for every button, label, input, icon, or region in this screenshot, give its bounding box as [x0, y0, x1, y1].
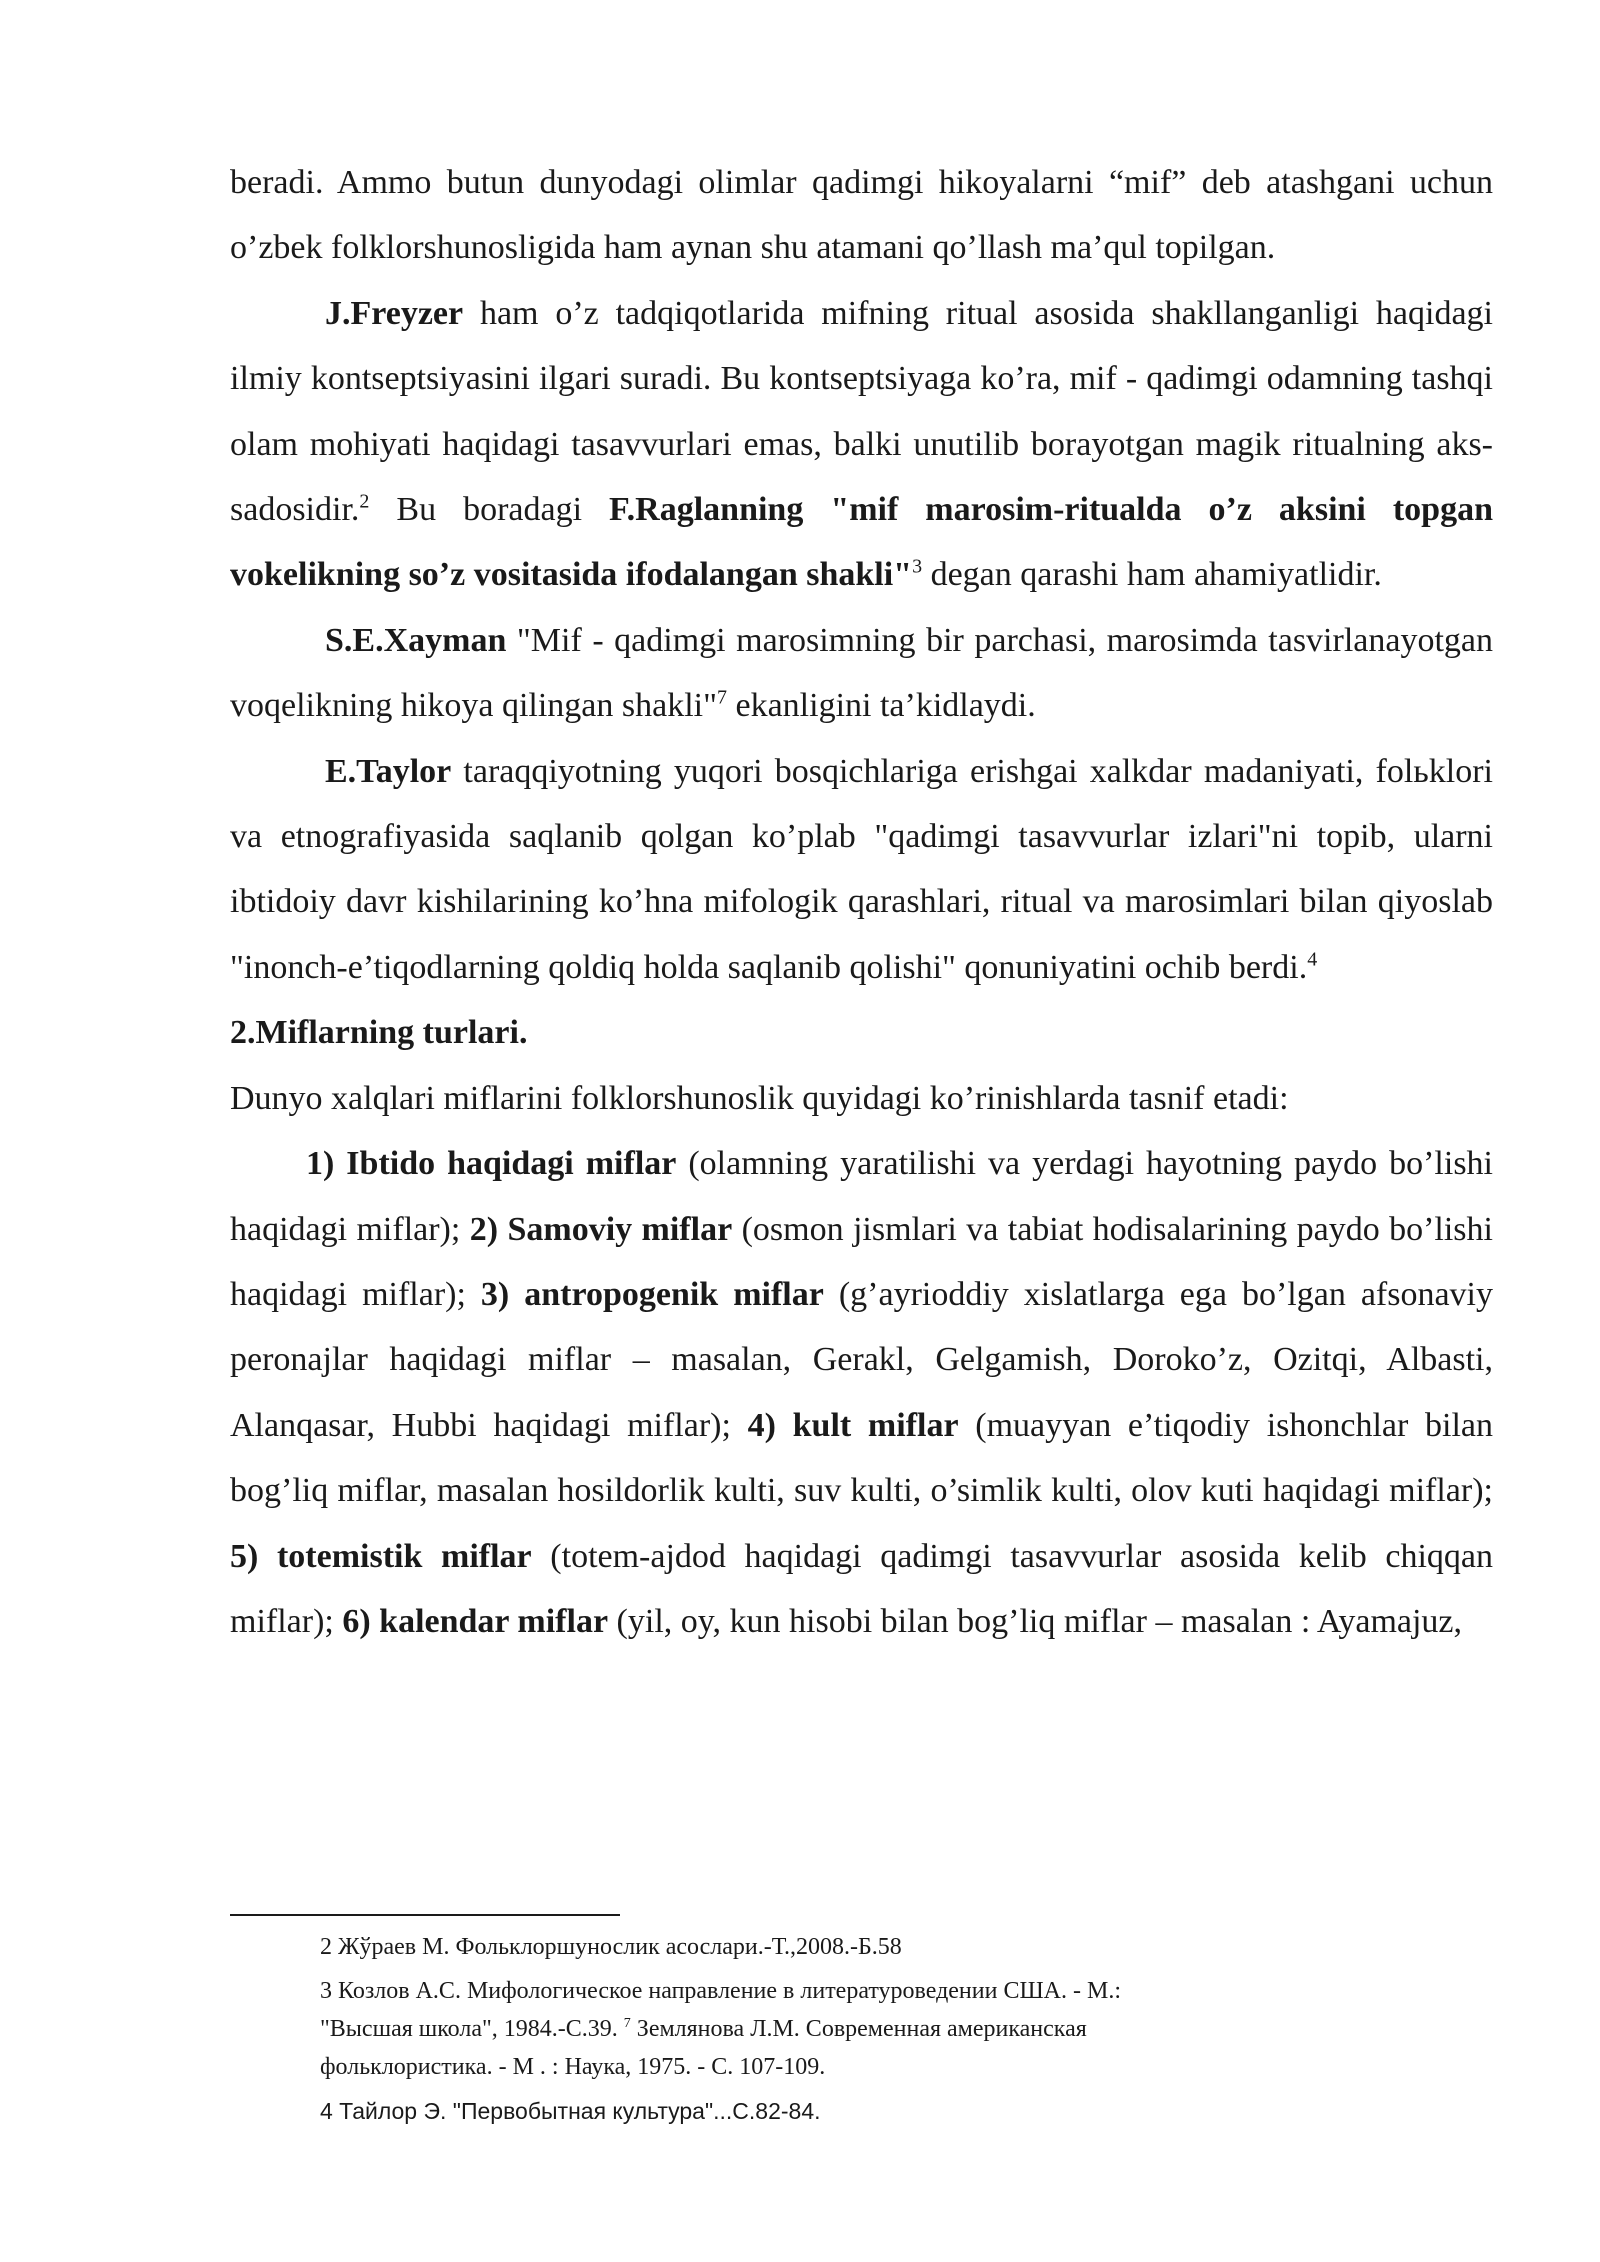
- footnote-separator: [230, 1914, 620, 1916]
- footnote-text: фольклористика. - М . : Наука, 1975. - С. 107-109.: [320, 2054, 826, 2080]
- paragraph-text: (osmon jismlari va tabiat hodisalarining paydo bo’lishi haqidagi miflar);: [230, 1210, 1493, 1313]
- footnote-ref[interactable]: 3: [912, 556, 923, 579]
- paragraph-classification: [230, 1066, 1493, 1131]
- footnote-text: "Высшая школа", 1984.-С.39.: [320, 2016, 624, 2042]
- paragraph-text: taraqqiyotning yuqori bosqichlariga erishgai xalkdar madaniyati, folьklori va etnografiyasida saqlanib qolgan ko’plab "qadimgi tasavvurlar izlari"ni topib, ularni ibtidoiy davr kishilarining ko’hna mifologik qarashlari, ritual va marosimlari bilan qiyoslab "inonch-e’tiqodlarning qoldiq holda saqlanib qolishi" qonuniyatini ochib berdi.: [230, 752, 1493, 986]
- document-body: [230, 150, 1493, 1654]
- footnotes: [320, 1928, 1320, 2136]
- paragraph-intro: [230, 150, 1493, 281]
- paragraph-text: (g’ayrioddiy xislatlarga ega bo’lgan afsonaviy peronajlar haqidagi miflar – masalan, Gerakl, Gelgamish, Doroko’z, Ozitqi, Albasti, Alanqasar, Hubbi haqidagi miflar);: [230, 1275, 1493, 1444]
- paragraph-text: Bu boradagi: [369, 491, 610, 529]
- myth-type-5: 5) totemistik miflar: [230, 1537, 532, 1575]
- myth-type-4: 4) kult miflar: [747, 1406, 959, 1444]
- section-heading: 2.Miflarning turlari.: [230, 1014, 528, 1052]
- myth-type-2: 2) Samoviy miflar: [469, 1210, 733, 1248]
- author-name-taylor: E.Taylor: [325, 752, 452, 790]
- footnote-ref[interactable]: 2: [359, 490, 370, 513]
- footnote-text: Землянова Л.М. Современная американская: [630, 2016, 1087, 2042]
- paragraph-text: ham o’z tadqiqotlarida mifning ritual asosida shakllanganligi haqidagi ilmiy kontseptsiyasini ilgari suradi. Bu kontseptsiyaga ko’ra, mif - qadimgi odamning tashqi olam mohiyati haqidagi tasavvurlari emas, balki unutilib borayotgan magik ritualning aks-sadosidir.: [230, 294, 1493, 529]
- myth-type-1: 1) Ibtido haqidagi miflar: [306, 1145, 677, 1183]
- paragraph-text: (yil, oy, kun hisobi bilan bog’liq miflar – masalan : Ayamajuz,: [608, 1602, 1463, 1640]
- paragraph-text: Dunyo xalqlari miflarini folklorshunoslik quyidagi ko’rinishlarda tasnif etadi:: [230, 1079, 1289, 1117]
- paragraph-xayman: [230, 608, 1493, 739]
- paragraph-myth-types: [230, 1131, 1493, 1654]
- footnote-ref: 7: [623, 2016, 631, 2031]
- paragraph-text: (muayyan e’tiqodiy ishonchlar bilan bog’liq miflar, masalan hosildorlik kulti, suv kulti, o’simlik kulti, olov kuti haqidagi miflar);: [230, 1406, 1494, 1510]
- paragraph-text: "Mif - qadimgi marosimning bir parchasi, marosimda tasvirlanayotgan voqelikning hikoya qilingan shakli": [230, 621, 1493, 725]
- raglan-quote: F.Raglanning "mif marosim-ritualda o’z aksini topgan vokelikning so’z vositasida ifodalangan shakli": [230, 491, 1493, 594]
- paragraph-text: (totem-ajdod haqidagi qadimgi tasavvurlar asosida kelib chiqqan miflar);: [230, 1537, 1493, 1640]
- myth-type-3: 3) antropogenik miflar: [480, 1275, 824, 1313]
- author-name-freyzer: J.Freyzer: [325, 294, 464, 332]
- footnote-line: [320, 2010, 1320, 2048]
- paragraph-taylor: [230, 739, 1493, 1001]
- footnote-4: 4 Тайлор Э. "Первобытная культура"...С.82-84.: [320, 2098, 821, 2124]
- paragraph-intro-text: beradi. Ammo butun dunyodagi olimlar qadimgi hikoyalarni “mif” deb atashgani uchun o’zbek folklorshunosligida ham aynan shu atamani qo’llash ma’qul topilgan.: [230, 164, 1493, 267]
- paragraph-text: ekanligini ta’kidlaydi.: [727, 687, 1036, 725]
- footnote-ref[interactable]: 4: [1307, 948, 1318, 971]
- footnote-3: [320, 1972, 1320, 2086]
- author-name-xayman: S.E.Xayman: [325, 621, 507, 659]
- footnote-2: 2 Жўраев М. Фольклоршунослик асослари.-Т.,2008.-Б.58: [320, 1934, 902, 1960]
- paragraph-freyzer: [230, 281, 1493, 608]
- paragraph-text: (olamning yaratilishi va yerdagi hayotning paydo bo’lishi haqidagi miflar);: [230, 1145, 1493, 1248]
- footnote-ref[interactable]: 7: [717, 686, 727, 709]
- paragraph-text: degan qarashi ham ahamiyatlidir.: [922, 556, 1382, 594]
- myth-type-6: 6) kalendar miflar: [342, 1602, 609, 1640]
- footnote-text: 3 Козлов А.С. Мифологическое направление в литературоведении США. - М.:: [320, 1978, 1122, 2004]
